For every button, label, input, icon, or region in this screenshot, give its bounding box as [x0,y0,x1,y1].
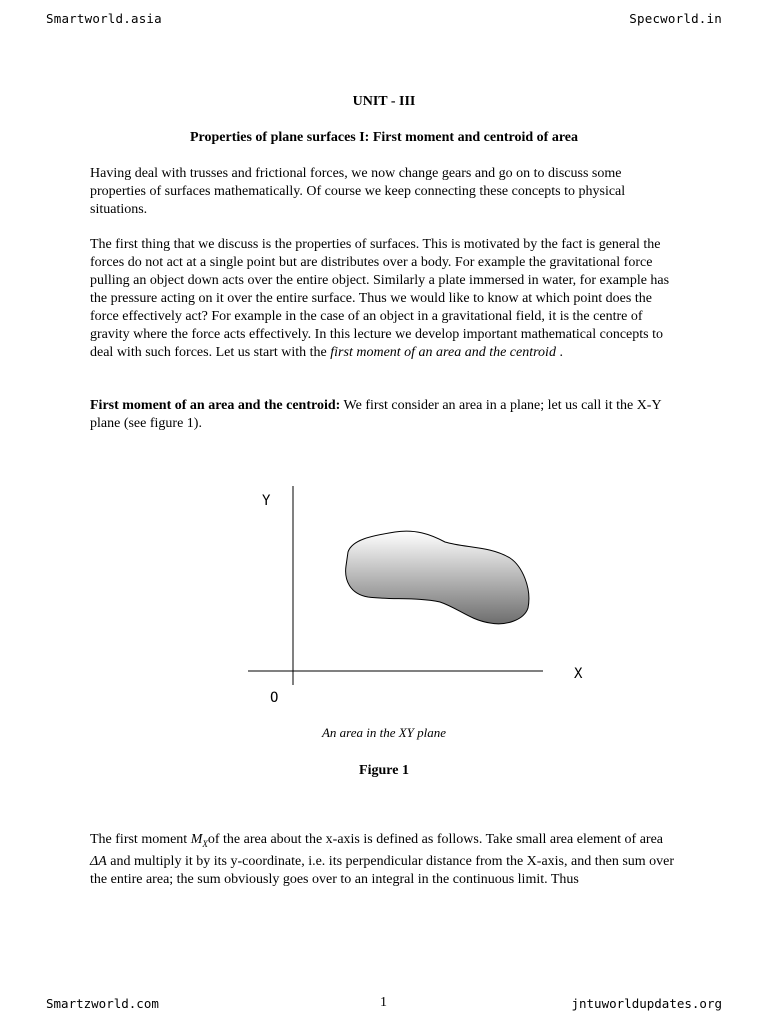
moment-symbol-sub: X [202,838,208,849]
definition-text-c: and multiply it by its y-coordinate, i.e. its perpendicular distance from the X-axis, and then sum over the entire area; the sum obviously goes over to an integral in the continuous limit. Thus [90,853,675,887]
unit-title: UNIT - III [352,94,416,109]
paragraph-definition [90,831,680,889]
footer-left-site: Smartzworld.com [46,996,159,1011]
origin-label: O [270,690,279,706]
y-axis-label: Y [262,493,271,509]
definition-text-a: The first moment [90,832,191,847]
header-right-site: Specworld.in [629,11,722,26]
figure-caption: An area in the XY plane [321,725,447,740]
plane-area-shape [346,531,529,624]
paragraph-motivation-text: The first thing that we discuss is the properties of surfaces. This is motivated by the fact is general the forces do not act at a single point but are distributes over a body. For example the gravitational force pulling an object down acts over the entire object. Similarly a plate immersed in water, for example has the pressure acting on it over the entire surface. Thus we would like to know at which point does the force effectively act? For example in the case of an object in a gravitational field, it is the centre of gravity where the force acts effectively. In this lecture we develop important mathematical concepts to deal with such forces. Let us start with the [90,237,670,360]
page-number: 1 [380,995,387,1010]
figure-xy-plane [240,480,600,720]
first-moment-text: We first consider an area in a plane; let us call it the X-Y plane (see figure 1). [90,398,662,431]
x-axis-label: X [574,666,583,682]
delta-area-symbol: ΔA [90,853,107,869]
paragraph-first-moment [90,397,680,433]
paragraph-intro: Having deal with trusses and frictional forces, we now change gears and go on to discuss some properties of surfaces mathematically. Of course we keep connecting these concepts to physical situations. [90,166,626,217]
paragraph-motivation-italic: first moment of an area and the centroid [330,345,556,360]
section-title: Properties of plane surfaces I: First moment and centroid of area [189,130,579,145]
paragraph-motivation-end: . [555,345,563,360]
footer-right-site: jntuworldupdates.org [571,996,722,1011]
paragraph-motivation [90,236,680,362]
definition-text-b: of the area about the x-axis is defined as follows. Take small area element of area [207,832,664,847]
header-left-site: Smartworld.asia [46,11,162,26]
moment-symbol [191,832,208,847]
figure-title: Figure 1 [359,763,409,778]
moment-symbol-m: M [190,832,203,847]
first-moment-heading: First moment of an area and the centroid: [90,398,341,413]
